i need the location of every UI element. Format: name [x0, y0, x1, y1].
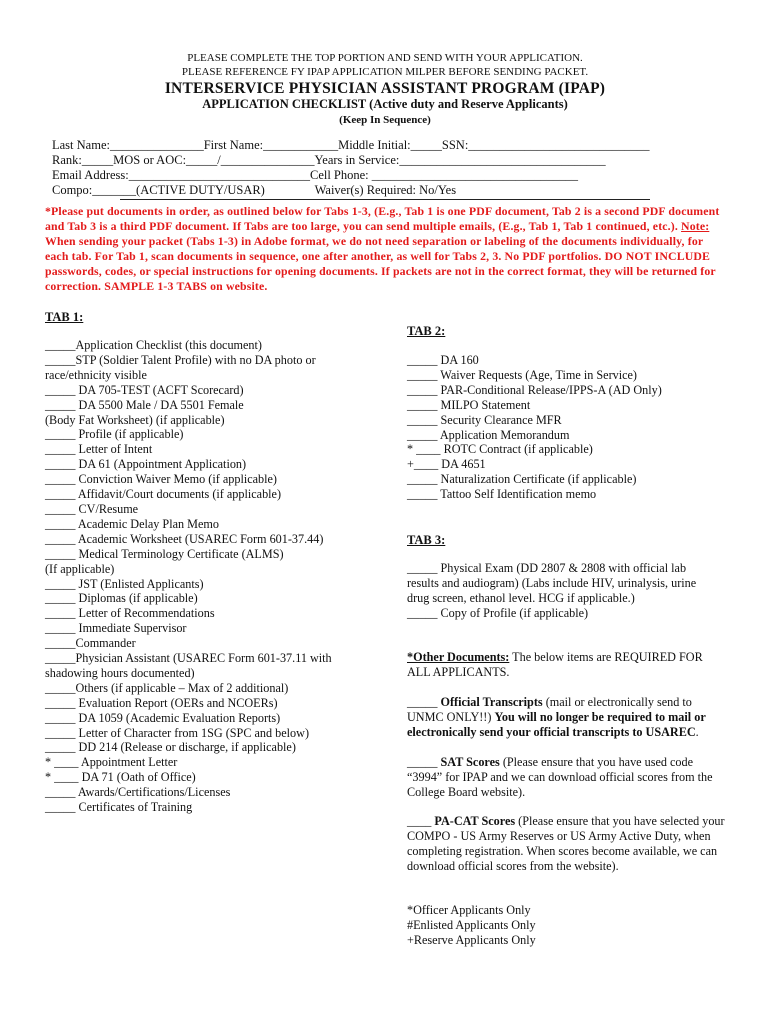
- notice-part-1: *Please put documents in order, as outlined below for Tabs 1-3, (E.g., Tab 1 is one PDF document, Tab 2 is a second PDF document and Tab 3 is a third PDF document. If Tabs are too large, you can send multiple emails, (E.g., Tab 1, Tab 1 continued, etc.).: [45, 204, 720, 233]
- page-title: INTERSERVICE PHYSICIAN ASSISTANT PROGRAM (IPAP): [164, 80, 606, 97]
- list-item: shadowing hours documented): [45, 665, 195, 680]
- list-item[interactable]: _____Others (if applicable – Max of 2 additional): [45, 680, 289, 695]
- list-item[interactable]: _____ Letter of Recommendations: [45, 606, 215, 621]
- list-item: (Body Fat Worksheet) (if applicable): [45, 412, 225, 427]
- list-item[interactable]: _____ Letter of Intent: [45, 442, 153, 457]
- header-line-1: PLEASE COMPLETE THE TOP PORTION AND SEND WITH YOUR APPLICATION.: [187, 52, 583, 64]
- list-item: race/ethnicity visible: [45, 367, 147, 382]
- list-item[interactable]: _____ Waiver Requests (Age, Time in Service): [407, 367, 637, 382]
- list-item[interactable]: _____ DA 5500 Male / DA 5501 Female: [45, 397, 244, 412]
- header-line-2: PLEASE REFERENCE FY IPAP APPLICATION MILPER BEFORE SENDING PACKET.: [181, 66, 589, 78]
- list-item[interactable]: _____ Certificates of Training: [45, 800, 193, 815]
- page-subtitle: APPLICATION CHECKLIST (Active duty and Reserve Applicants): [202, 97, 568, 111]
- list-item[interactable]: _____ Letter of Character from 1SG (SPC and below): [45, 725, 310, 740]
- keep-in-sequence: (Keep In Sequence): [339, 114, 431, 126]
- list-item[interactable]: _____ DD 214 (Release or discharge, if applicable): [45, 740, 296, 755]
- list-item[interactable]: +____ DA 4651: [407, 457, 486, 472]
- tab2-list: [407, 353, 737, 502]
- tab3-list: [407, 561, 737, 621]
- list-item[interactable]: _____ PAR-Conditional Release/IPPS-A (AD Only): [407, 382, 662, 397]
- list-item[interactable]: _____ Awards/Certifications/Licenses: [45, 785, 231, 800]
- transcripts-text: (mail or electronically send to UNMC ONLY!!): [407, 695, 692, 724]
- form-row-names[interactable]: Last Name:_______________First Name:____________Middle Initial:_____SSN:_____________________________: [52, 138, 650, 152]
- list-item[interactable]: _____Physician Assistant (USAREC Form 601-37.11 with: [45, 651, 332, 666]
- list-item[interactable]: * ____ ROTC Contract (if applicable): [407, 442, 593, 457]
- notice-note-label: Note:: [681, 219, 710, 233]
- tab1-heading: TAB 1:: [45, 310, 84, 324]
- profile-copy-item[interactable]: _____ Copy of Profile (if applicable): [407, 605, 589, 620]
- list-item[interactable]: _____ Conviction Waiver Memo (if applicable): [45, 472, 277, 487]
- list-item[interactable]: _____ DA 160: [407, 353, 479, 367]
- list-item[interactable]: _____ Immediate Supervisor: [45, 621, 187, 636]
- pacat-blank[interactable]: ____: [407, 814, 435, 828]
- transcripts-note: You will no longer be required to mail or electronically send your official transcripts to USAREC: [407, 709, 706, 739]
- physical-exam-item[interactable]: _____ Physical Exam (DD 2807 & 2808 with official lab: [407, 561, 687, 575]
- list-item[interactable]: _____ Academic Delay Plan Memo: [45, 516, 219, 531]
- pacat-item[interactable]: [407, 814, 727, 874]
- pacat-text: (Please ensure that you have selected your COMPO - US Army Reserves or US Army Active Duty, when completing registration. When scores become available, we can download official scores from the website).: [407, 814, 725, 873]
- list-item[interactable]: * ____ DA 71 (Oath of Office): [45, 770, 196, 785]
- form-row-contact[interactable]: Email Address:_____________________________Cell Phone: _________________________________: [52, 168, 579, 182]
- transcripts-item[interactable]: [407, 695, 727, 740]
- list-item[interactable]: _____ Application Memorandum: [407, 427, 570, 442]
- list-item[interactable]: _____ Medical Terminology Certificate (ALMS): [45, 546, 284, 561]
- legend-enlisted: #Enlisted Applicants Only: [407, 917, 536, 932]
- list-item[interactable]: _____ Academic Worksheet (USAREC Form 601-37.44): [45, 531, 324, 546]
- physical-exam-cont: drug screen, ethanol level. HCG if applicable.): [407, 590, 635, 605]
- list-item[interactable]: _____ JST (Enlisted Applicants): [45, 576, 204, 591]
- list-item[interactable]: _____STP (Soldier Talent Profile) with no DA photo or: [45, 352, 316, 367]
- list-item[interactable]: _____Application Checklist (this document): [45, 338, 262, 352]
- other-documents-label: *Other Documents:: [407, 650, 510, 664]
- sat-label: SAT Scores: [440, 755, 500, 769]
- list-item[interactable]: _____ Profile (if applicable): [45, 427, 184, 442]
- list-item[interactable]: _____ Security Clearance MFR: [407, 412, 562, 427]
- other-documents-intro: [407, 650, 727, 680]
- transcripts-label: Official Transcripts: [440, 695, 543, 709]
- pacat-label: PA-CAT Scores: [434, 814, 516, 828]
- sat-text: (Please ensure that you have used code “3994” for IPAP and we can download official scores from the College Board website).: [407, 755, 713, 799]
- list-item[interactable]: _____ DA 705-TEST (ACFT Scorecard): [45, 382, 244, 397]
- legend-reserve: +Reserve Applicants Only: [407, 932, 536, 947]
- transcripts-end: .: [695, 724, 699, 739]
- legend-officer: *Officer Applicants Only: [407, 903, 531, 917]
- list-item[interactable]: _____ Evaluation Report (OERs and NCOERs): [45, 695, 278, 710]
- physical-exam-cont: results and audiogram) (Labs include HIV, urinalysis, urine: [407, 575, 697, 590]
- list-item[interactable]: _____ DA 1059 (Academic Evaluation Reports): [45, 710, 281, 725]
- applicant-legend: [407, 903, 536, 948]
- tab3-heading: TAB 3:: [407, 533, 446, 547]
- list-item[interactable]: _____ Naturalization Certificate (if applicable): [407, 472, 637, 487]
- list-item[interactable]: * ____ Appointment Letter: [45, 755, 178, 770]
- form-row-rank[interactable]: Rank:_____MOS or AOC:_____/_______________Years in Service:_________________________________: [52, 153, 606, 167]
- list-item[interactable]: _____ DA 61 (Appointment Application): [45, 457, 247, 472]
- other-documents-text: The below items are REQUIRED FOR ALL APPLICANTS.: [407, 650, 703, 679]
- notice-part-2: When sending your packet (Tabs 1-3) in Adobe format, we do not need separation or labeling of the documents individually, for each tab. For Tab 1, scan documents in sequence, one after another, as well for Tabs 2, 3. No PDF portfolios. DO NOT INCLUDE passwords, codes, or special instructions for opening documents. If packets are not in the correct format, they will be returned for correction. SAMPLE 1-3 TABS on website.: [45, 234, 716, 293]
- transcripts-blank[interactable]: _____: [407, 695, 441, 709]
- tab1-list: [45, 338, 385, 815]
- list-item[interactable]: _____ MILPO Statement: [407, 397, 531, 412]
- list-item[interactable]: _____ CV/Resume: [45, 501, 139, 516]
- list-item[interactable]: _____ Diplomas (if applicable): [45, 591, 198, 606]
- form-divider: [120, 199, 650, 200]
- list-item[interactable]: _____Commander: [45, 636, 136, 651]
- sat-blank[interactable]: _____: [407, 755, 441, 769]
- sat-item[interactable]: [407, 755, 727, 800]
- format-notice: [45, 204, 725, 294]
- list-item: (If applicable): [45, 561, 115, 576]
- list-item[interactable]: _____ Affidavit/Court documents (if applicable): [45, 487, 282, 502]
- list-item[interactable]: _____ Tattoo Self Identification memo: [407, 487, 597, 502]
- form-row-compo[interactable]: Compo:_______(ACTIVE DUTY/USAR) Waiver(s) Required: No/Yes: [52, 183, 457, 197]
- tab2-heading: TAB 2:: [407, 324, 446, 338]
